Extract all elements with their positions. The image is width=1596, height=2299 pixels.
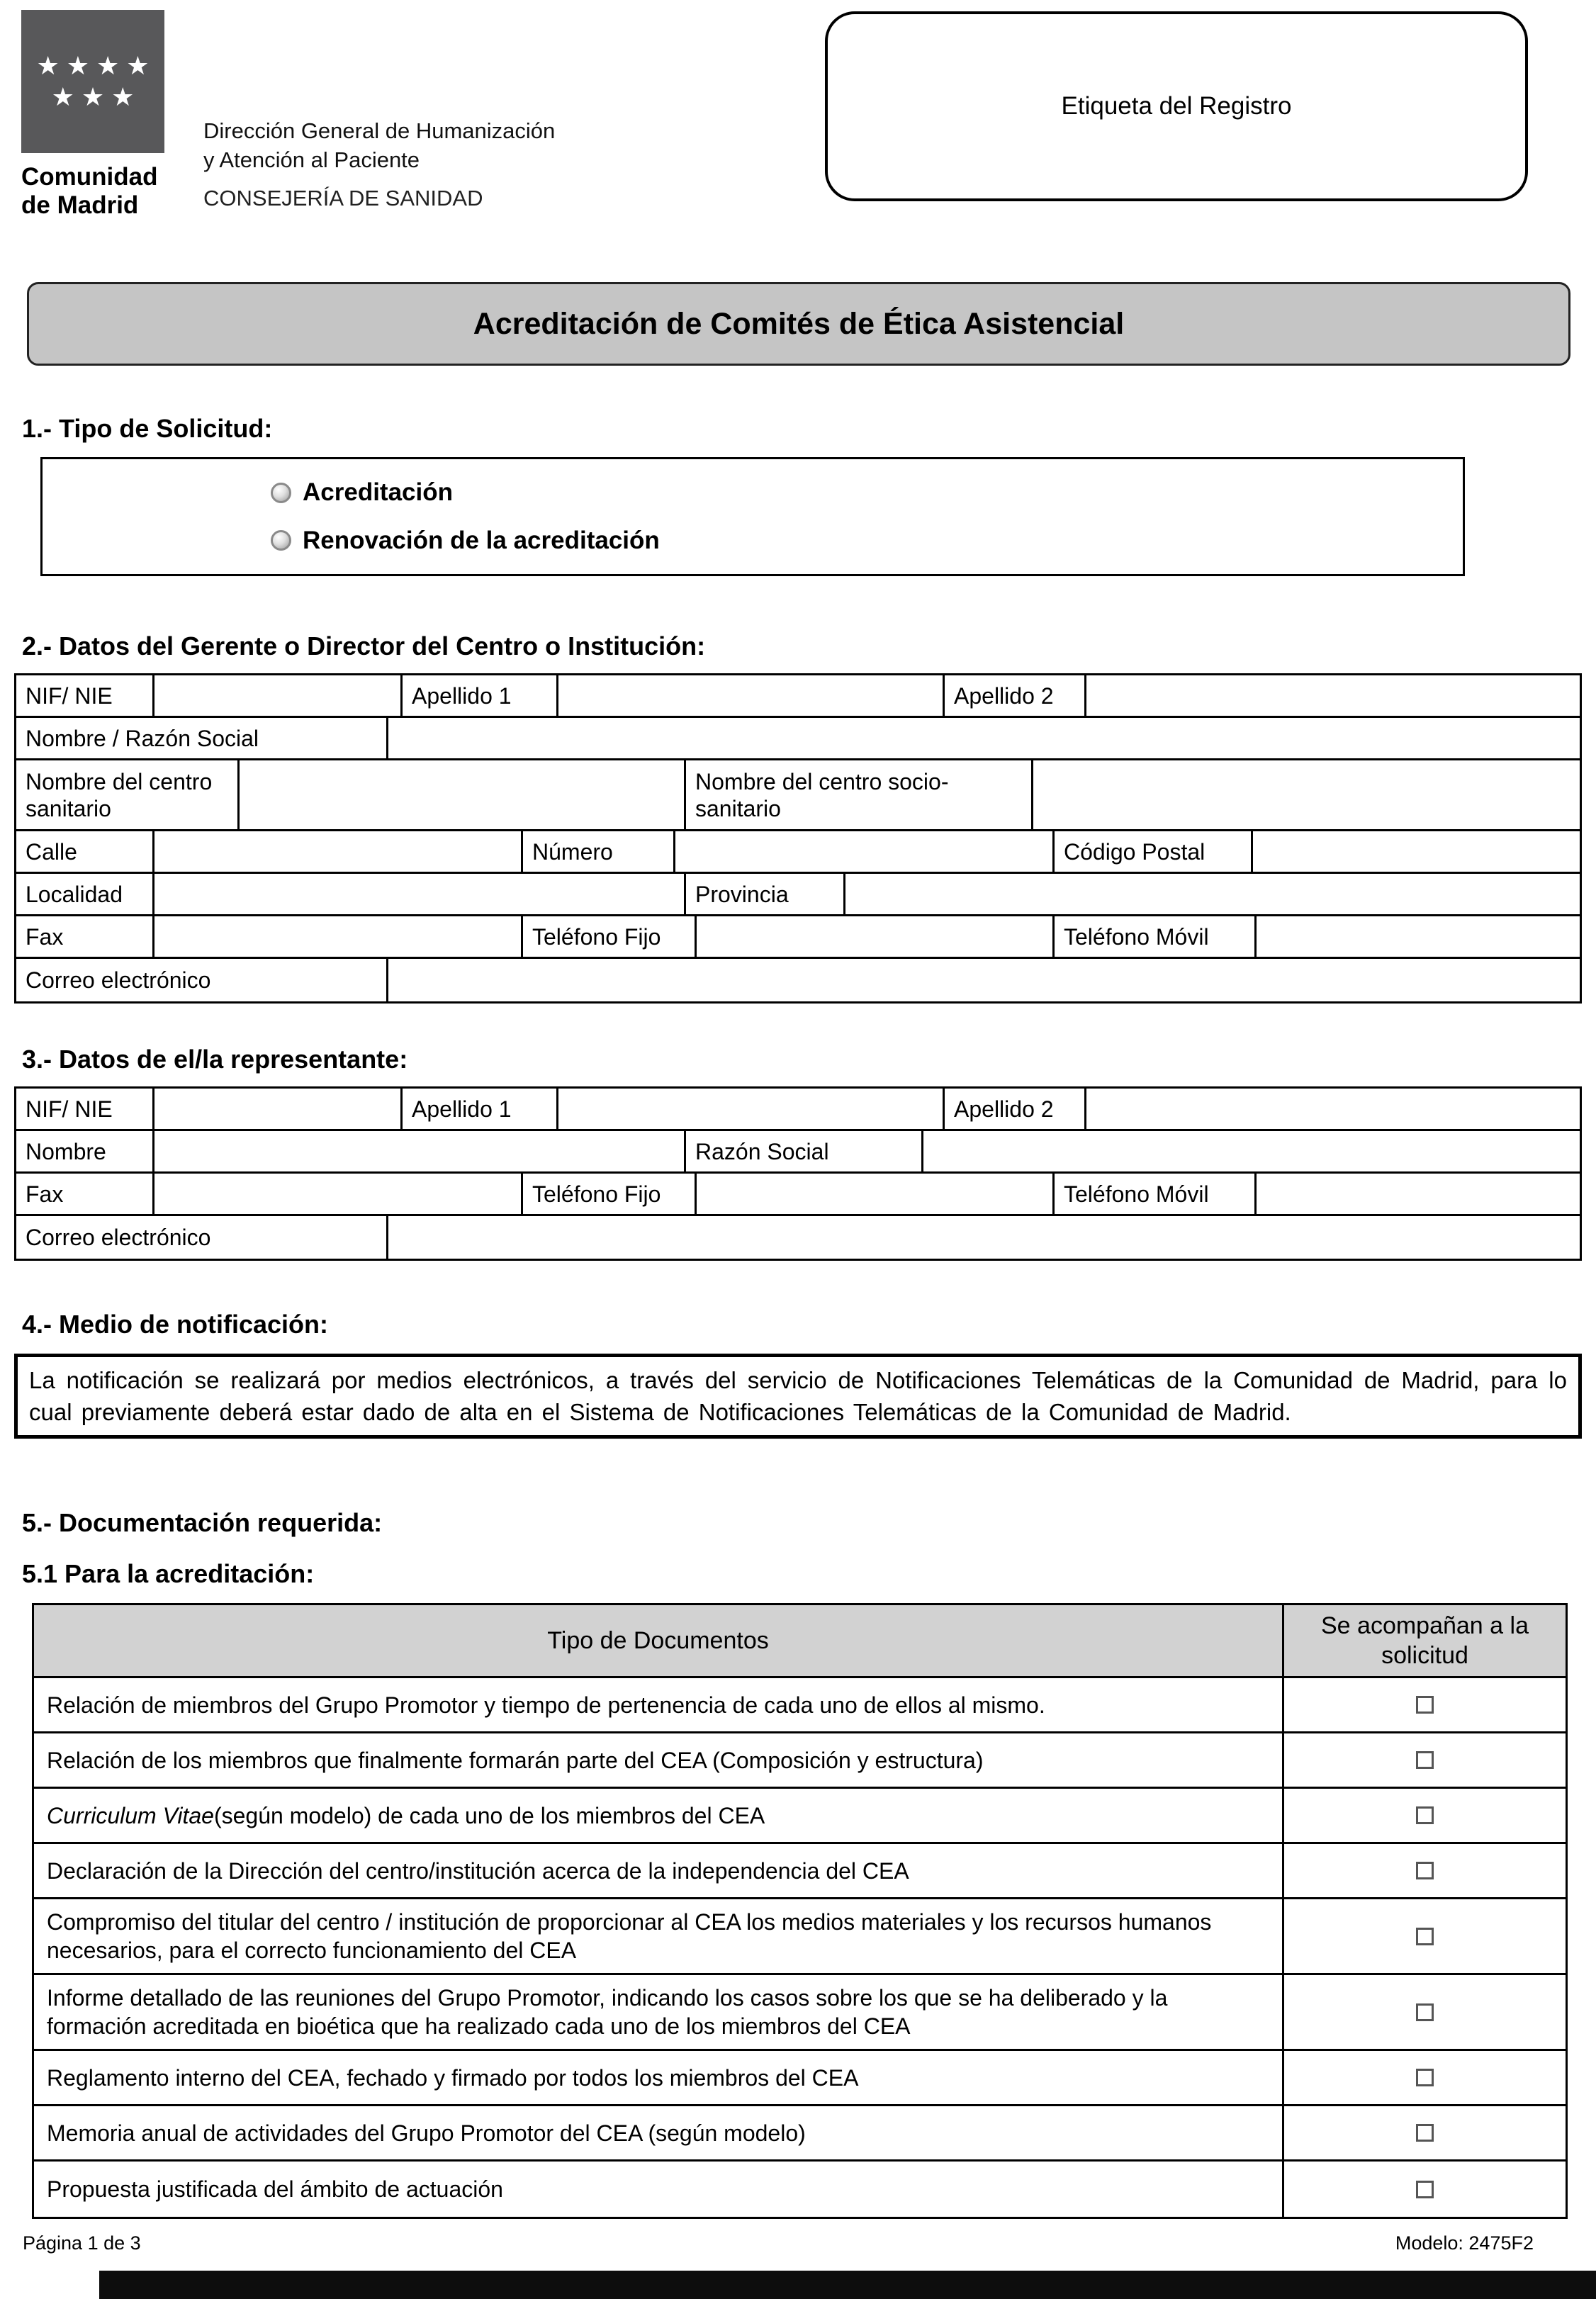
gerente-calle-input[interactable] (154, 831, 523, 872)
table-row (16, 718, 1580, 760)
gerente-nombre-razon-input[interactable] (388, 718, 1580, 758)
option-acreditacion (271, 478, 1463, 507)
department-line-2: y Atención al Paciente (203, 147, 420, 172)
rep-label-razon-social: Razón Social (686, 1131, 923, 1171)
doc-checkbox-3[interactable] (1416, 1806, 1434, 1824)
rep-label-telefono-fijo: Teléfono Fijo (523, 1174, 697, 1214)
rep-razon-social-input[interactable] (923, 1131, 1580, 1171)
logo-stars-row-1: ★★★★ (36, 51, 157, 80)
representante-table (14, 1086, 1582, 1261)
page-number: Página 1 de 3 (23, 2232, 141, 2254)
gerente-numero-input[interactable] (675, 831, 1055, 872)
section5-heading: 5.- Documentación requerida: (22, 1508, 383, 1537)
table-row (16, 1216, 1580, 1259)
gerente-label-telefono-fijo: Teléfono Fijo (523, 916, 697, 957)
gerente-fax-input[interactable] (154, 916, 523, 957)
radio-renovacion[interactable] (271, 530, 291, 551)
rep-label-apellido2: Apellido 2 (945, 1089, 1086, 1129)
table-row (16, 675, 1580, 718)
rep-label-fax: Fax (16, 1174, 154, 1214)
rep-nif-input[interactable] (154, 1089, 403, 1129)
table-row (34, 2051, 1566, 2106)
doc-checkbox-5[interactable] (1416, 1928, 1434, 1945)
gerente-centro-socio-input[interactable] (1033, 760, 1580, 829)
gerente-label-apellido1: Apellido 1 (403, 675, 558, 716)
doc-checkbox-6[interactable] (1416, 2003, 1434, 2021)
registry-label-box (825, 11, 1528, 201)
gerente-label-calle: Calle (16, 831, 154, 872)
doc-checkbox-8[interactable] (1416, 2124, 1434, 2142)
gerente-label-telefono-movil: Teléfono Móvil (1055, 916, 1257, 957)
gerente-codigo-postal-input[interactable] (1253, 831, 1580, 872)
rep-label-apellido1: Apellido 1 (403, 1089, 558, 1129)
rep-label-nif: NIF/ NIE (16, 1089, 154, 1129)
doc-row-text-8: Memoria anual de actividades del Grupo Promotor del CEA (según modelo) (34, 2106, 1284, 2159)
logo-caption (21, 163, 157, 220)
table-row (34, 1789, 1566, 1844)
option-renovacion-label: Renovación de la acreditación (303, 526, 660, 554)
doc-row-text-7: Reglamento interno del CEA, fechado y firmado por todos los miembros del CEA (34, 2051, 1284, 2104)
option-renovacion (271, 527, 1463, 555)
doc-checkbox-cell (1284, 1733, 1566, 1787)
gerente-label-centro-socio: Nombre del centro socio-sanitario (686, 760, 1033, 829)
table-row (34, 2106, 1566, 2162)
registry-label: Etiqueta del Registro (1061, 92, 1292, 120)
gerente-telefono-movil-input[interactable] (1257, 916, 1580, 957)
table-row (34, 1678, 1566, 1733)
doc-checkbox-cell (1284, 1844, 1566, 1897)
gerente-label-apellido2: Apellido 2 (945, 675, 1086, 716)
model-number: Modelo: 2475F2 (1395, 2232, 1534, 2254)
table-row (34, 1899, 1566, 1975)
gerente-label-nombre-razon: Nombre / Razón Social (16, 718, 388, 758)
rep-correo-input[interactable] (388, 1216, 1580, 1259)
doc-checkbox-7[interactable] (1416, 2069, 1434, 2086)
consejeria-line: CONSEJERÍA DE SANIDAD (203, 186, 483, 210)
doc-checkbox-9[interactable] (1416, 2181, 1434, 2198)
doc-checkbox-cell (1284, 1678, 1566, 1731)
documentos-table (32, 1603, 1568, 2219)
rep-nombre-input[interactable] (154, 1131, 686, 1171)
gerente-table (14, 673, 1582, 1004)
gerente-label-correo: Correo electrónico (16, 959, 388, 1001)
gerente-label-nif: NIF/ NIE (16, 675, 154, 716)
table-row (16, 1131, 1580, 1174)
doc-checkbox-cell (1284, 2162, 1566, 2217)
gerente-apellido2-input[interactable] (1086, 675, 1580, 716)
doc-row-text-4: Declaración de la Dirección del centro/institución acerca de la independencia del CEA (34, 1844, 1284, 1897)
notification-info-box (14, 1354, 1582, 1439)
gerente-label-provincia: Provincia (686, 874, 845, 914)
logo-stars-row-2: ★★★ (51, 82, 142, 111)
doc-row-text-3 (34, 1789, 1284, 1842)
doc-checkbox-cell (1284, 1899, 1566, 1973)
tipo-solicitud-box (40, 457, 1465, 576)
section3-heading: 3.- Datos de el/la representante: (22, 1045, 408, 1074)
doc-checkbox-1[interactable] (1416, 1696, 1434, 1714)
gerente-apellido1-input[interactable] (558, 675, 945, 716)
gerente-nif-input[interactable] (154, 675, 403, 716)
notification-text: La notificación se realizará por medios electrónicos, a través del servicio de Notificaciones Telemáticas de la Comunidad de Madrid, para lo cual previamente deberá estar dado de alta en el Sistema de Notificaciones Telemáticas de la Comunidad de Madrid. (29, 1367, 1567, 1425)
department-line-1: Dirección General de Humanización (203, 118, 556, 143)
doc-checkbox-cell (1284, 2106, 1566, 2159)
logo-caption-line-2: de Madrid (21, 191, 139, 219)
gerente-centro-sanitario-input[interactable] (240, 760, 686, 829)
doc-row-text-1: Relación de miembros del Grupo Promotor y tiempo de pertenencia de cada uno de ellos al mismo. (34, 1678, 1284, 1731)
rep-label-nombre: Nombre (16, 1131, 154, 1171)
section4-heading: 4.- Medio de notificación: (22, 1310, 329, 1339)
doc-checkbox-4[interactable] (1416, 1862, 1434, 1879)
logo-caption-line-1: Comunidad (21, 163, 158, 191)
docs-col-header-tipo: Tipo de Documentos (34, 1605, 1284, 1676)
gerente-label-codigo-postal: Código Postal (1055, 831, 1253, 872)
gerente-correo-input[interactable] (388, 959, 1580, 1001)
table-row (16, 831, 1580, 874)
rep-label-telefono-movil: Teléfono Móvil (1055, 1174, 1257, 1214)
rep-fax-input[interactable] (154, 1174, 523, 1214)
option-acreditacion-label: Acreditación (303, 478, 453, 507)
doc-row-text-3-rest: (según modelo) de cada uno de los miembros del CEA (213, 1802, 765, 1828)
gerente-label-localidad: Localidad (16, 874, 154, 914)
table-row (34, 1844, 1566, 1899)
gerente-localidad-input[interactable] (154, 874, 686, 914)
table-row (16, 1089, 1580, 1131)
radio-acreditacion[interactable] (271, 483, 291, 503)
gerente-label-fax: Fax (16, 916, 154, 957)
comunidad-madrid-logo (21, 10, 164, 153)
rep-apellido1-input[interactable] (558, 1089, 945, 1129)
table-row (34, 1975, 1566, 2051)
gerente-provincia-input[interactable] (845, 874, 1580, 914)
gerente-label-centro-sanitario: Nombre del centro sanitario (16, 760, 240, 829)
doc-row-text-2: Relación de los miembros que finalmente formarán parte del CEA (Composición y estructura) (34, 1733, 1284, 1787)
gerente-label-numero: Número (523, 831, 675, 872)
docs-col-header-acompanan: Se acompañan a la solicitud (1321, 1612, 1529, 1669)
section5-subheading: 5.1 Para la acreditación: (22, 1559, 315, 1588)
table-row (16, 1174, 1580, 1216)
doc-row-text-3-italic: Curriculum Vitae (47, 1802, 214, 1828)
section1-heading: 1.- Tipo de Solicitud: (22, 414, 273, 443)
bottom-scan-bar (99, 2271, 1596, 2299)
rep-label-correo: Correo electrónico (16, 1216, 388, 1259)
form-title-bar (27, 282, 1570, 366)
table-row (16, 959, 1580, 1001)
doc-checkbox-2[interactable] (1416, 1751, 1434, 1769)
table-row (34, 2162, 1566, 2217)
doc-checkbox-cell (1284, 1975, 1566, 2049)
doc-row-text-9: Propuesta justificada del ámbito de actuación (34, 2162, 1284, 2217)
doc-row-text-5: Compromiso del titular del centro / institución de proporcionar al CEA los medios materiales y los recursos humanos necesarios, para el correcto funcionamiento del CEA (34, 1899, 1284, 1973)
department-block (203, 116, 555, 213)
rep-apellido2-input[interactable] (1086, 1089, 1580, 1129)
doc-row-text-6: Informe detallado de las reuniones del Grupo Promotor, indicando los casos sobre los que se ha deliberado y la formación acreditada en bioética que ha realizado cada uno de los miembros del CEA (34, 1975, 1284, 2049)
table-row (34, 1733, 1566, 1789)
doc-checkbox-cell (1284, 1789, 1566, 1842)
section2-heading: 2.- Datos del Gerente o Director del Centro o Institución: (22, 631, 706, 661)
doc-checkbox-cell (1284, 2051, 1566, 2104)
form-title: Acreditación de Comités de Ética Asistencial (473, 306, 1125, 341)
table-row (16, 874, 1580, 916)
documentos-header-row (34, 1605, 1566, 1678)
rep-telefono-fijo-input[interactable] (697, 1174, 1055, 1214)
table-row (16, 760, 1580, 831)
gerente-telefono-fijo-input[interactable] (697, 916, 1055, 957)
rep-telefono-movil-input[interactable] (1257, 1174, 1580, 1214)
table-row (16, 916, 1580, 959)
